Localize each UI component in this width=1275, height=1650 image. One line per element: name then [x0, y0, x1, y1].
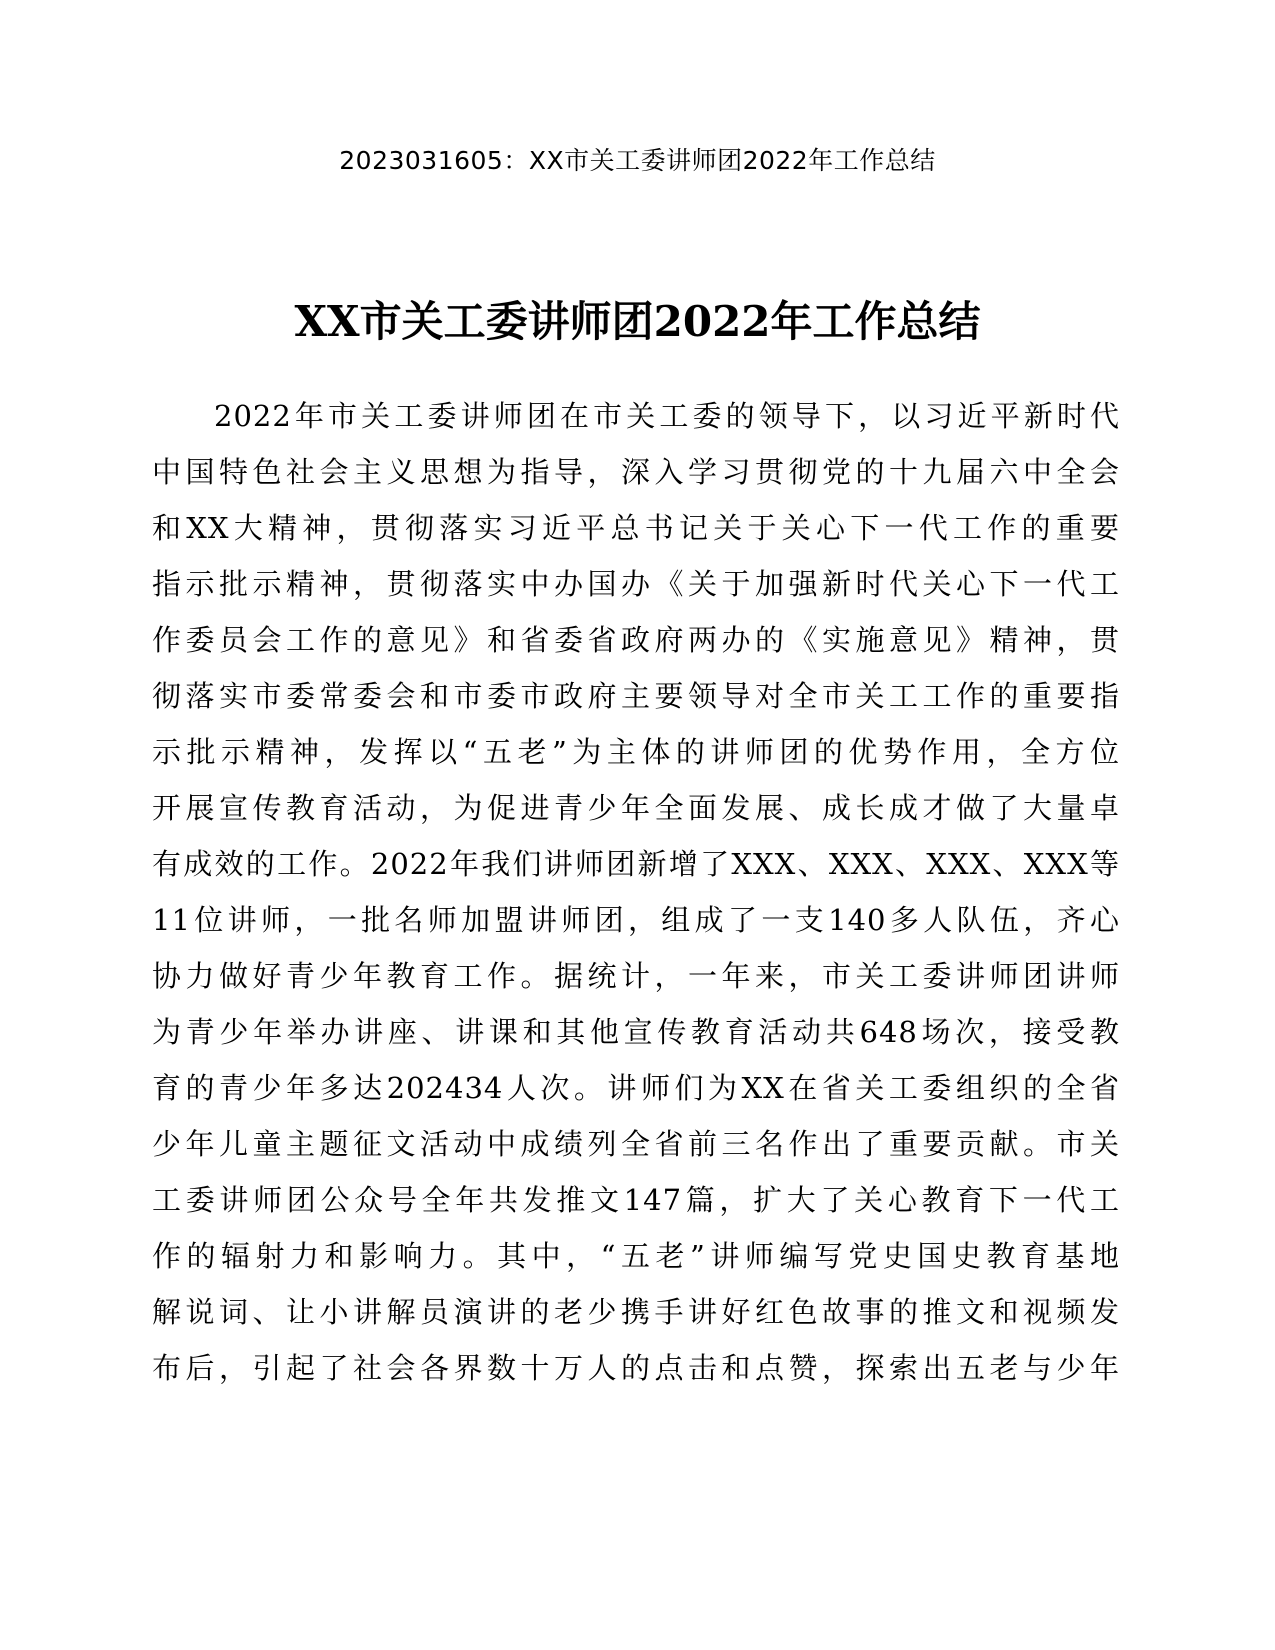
body-line: 协力做好青少年教育工作。据统计，一年来，市关工委讲师团讲师	[152, 959, 1120, 993]
body-line: 指示批示精神，贯彻落实中办国办《关于加强新时代关心下一代工	[152, 567, 1120, 601]
body-line: 2022年市关工委讲师团在市关工委的领导下，以习近平新时代	[214, 399, 1120, 433]
body-line: 和XX大精神，贯彻落实习近平总书记关于关心下一代工作的重要	[152, 511, 1120, 545]
document-title: XX市关工委讲师团2022年工作总结	[294, 297, 981, 346]
body-line: 彻落实市委常委会和市委市政府主要领导对全市关工工作的重要指	[152, 679, 1120, 713]
body-line: 解说词、让小讲解员演讲的老少携手讲好红色故事的推文和视频发	[152, 1295, 1120, 1329]
document-code-title: 2023031605：XX市关工委讲师团2022年工作总结	[339, 146, 936, 175]
body-line: 作委员会工作的意见》和省委省政府两办的《实施意见》精神，贯	[152, 623, 1120, 657]
body-line: 少年儿童主题征文活动中成绩列全省前三名作出了重要贡献。市关	[152, 1127, 1120, 1161]
body-line: 工委讲师团公众号全年共发推文147篇，扩大了关心教育下一代工	[152, 1183, 1120, 1217]
body-line: 育的青少年多达202434人次。讲师们为XX在省关工委组织的全省	[152, 1071, 1120, 1105]
body-line: 有成效的工作。2022年我们讲师团新增了XXX、XXX、XXX、XXX等	[152, 847, 1120, 881]
body-line: 11位讲师，一批名师加盟讲师团，组成了一支140多人队伍，齐心	[152, 903, 1120, 937]
body-line: 中国特色社会主义思想为指导，深入学习贯彻党的十九届六中全会	[152, 455, 1120, 489]
document-body	[152, 388, 1120, 1396]
body-line: 作的辐射力和影响力。其中，“五老”讲师编写党史国史教育基地	[152, 1239, 1120, 1273]
body-line: 布后，引起了社会各界数十万人的点击和点赞，探索出五老与少年	[152, 1351, 1120, 1385]
body-line: 为青少年举办讲座、讲课和其他宣传教育活动共648场次，接受教	[152, 1015, 1120, 1049]
body-line: 示批示精神，发挥以“五老”为主体的讲师团的优势作用，全方位	[152, 735, 1120, 769]
body-line: 开展宣传教育活动，为促进青少年全面发展、成长成才做了大量卓	[152, 791, 1120, 825]
